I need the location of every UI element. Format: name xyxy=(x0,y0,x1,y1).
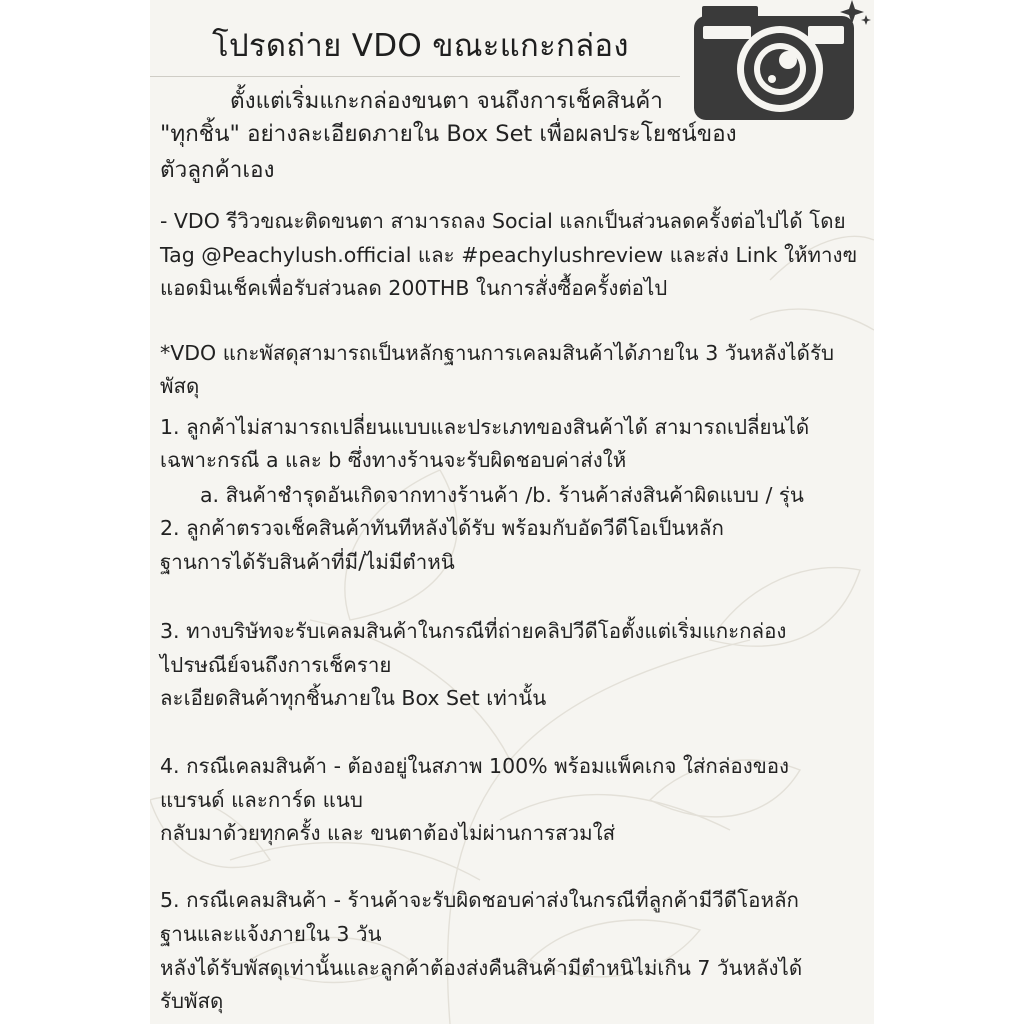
rule-3-line-2: ไปรษณีย์จนถึงการเช็คราย xyxy=(160,653,392,677)
rule-1-sub-item: a. สินค้าชำรุดอันเกิดจากทางร้านค้า /b. ร้านค้าส่งสินค้าผิดแบบ / รุ่น xyxy=(200,483,804,507)
rule-5-line-4: รับพัสดุ xyxy=(160,989,224,1013)
rule-4-line-3: กลับมาด้วยทุกครั้ง และ ขนตาต้องไม่ผ่านการสวมใส่ xyxy=(160,821,616,845)
rule-5-line-2: ฐานและแจ้งภายใน 3 วัน xyxy=(160,922,382,946)
rule-5-line-3: หลังได้รับพัสดุเท่านั้นและลูกค้าต้องส่งคืนสินค้ามีตำหนิไม่เกิน 7 วันหลังได้ xyxy=(160,956,803,980)
rule-2-line-2: ฐานการได้รับสินค้าที่มี/ไม่มีตำหนิ xyxy=(160,550,455,574)
rule-3-line-3: ละเอียดสินค้าทุกชิ้นภายใน Box Set เท่านั้น xyxy=(160,686,547,710)
title-divider xyxy=(150,76,680,77)
intro-line-3: ตัวลูกค้าเอง xyxy=(160,157,275,183)
review-note-line-2: Tag @Peachylush.official และ #peachylushreview และส่ง Link ให้ทางฃ xyxy=(160,243,858,267)
rule-2-line-1: 2. ลูกค้าตรวจเช็คสินค้าทันทีหลังได้รับ พร้อมกับอัดวีดีโอเป็นหลัก xyxy=(160,516,724,540)
intro-line-2: "ทุกชิ้น" อย่างละเอียดภายใน Box Set เพื่อผลประโยชน์ของ xyxy=(160,121,737,147)
notice-page xyxy=(150,0,874,1024)
leaf-background-illustration xyxy=(150,0,874,1024)
rule-1-line-1: 1. ลูกค้าไม่สามารถเปลี่ยนแบบและประเภทของสินค้าได้ สามารถเปลี่ยนได้ xyxy=(160,415,810,439)
rule-5-line-1: 5. กรณีเคลมสินค้า - ร้านค้าจะรับผิดชอบค่าส่งในกรณีที่ลูกค้ามีวีดีโอหลัก xyxy=(160,888,799,912)
claim-note-line-2: พัสดุ xyxy=(160,374,200,398)
rule-4-line-2: แบรนด์ และการ์ด แนบ xyxy=(160,788,363,812)
review-note-line-3: แอดมินเช็คเพื่อรับส่วนลด 200THB ในการสั่งซื้อครั้งต่อไป xyxy=(160,276,668,300)
rule-3-line-1: 3. ทางบริษัทจะรับเคลมสินค้าในกรณีที่ถ่ายคลิปวีดีโอตั้งแต่เริ่มแกะกล่อง xyxy=(160,619,787,643)
intro-line-1: ตั้งแต่เริ่มแกะกล่องขนตา จนถึงการเช็คสินค้า xyxy=(230,88,663,114)
rule-4-line-1: 4. กรณีเคลมสินค้า - ต้องอยู่ในสภาพ 100% พร้อมแพ็คเกจ ใส่กล่องของ xyxy=(160,754,790,778)
claim-note-line-1: *VDO แกะพัสดุสามารถเป็นหลักฐานการเคลมสินค้าได้ภายใน 3 วันหลังได้รับ xyxy=(160,341,835,365)
page-title: โปรดถ่าย VDO ขณะแกะกล่อง xyxy=(212,28,629,64)
camera-icon xyxy=(690,0,874,124)
review-note-line-1: - VDO รีวิวขณะติดขนตา สามารถลง Social แลกเป็นส่วนลดครั้งต่อไปได้ โดย xyxy=(160,209,846,233)
rule-1-line-2: เฉพาะกรณี a และ b ซึ่งทางร้านจะรับผิดชอบค่าส่งให้ xyxy=(160,448,627,472)
